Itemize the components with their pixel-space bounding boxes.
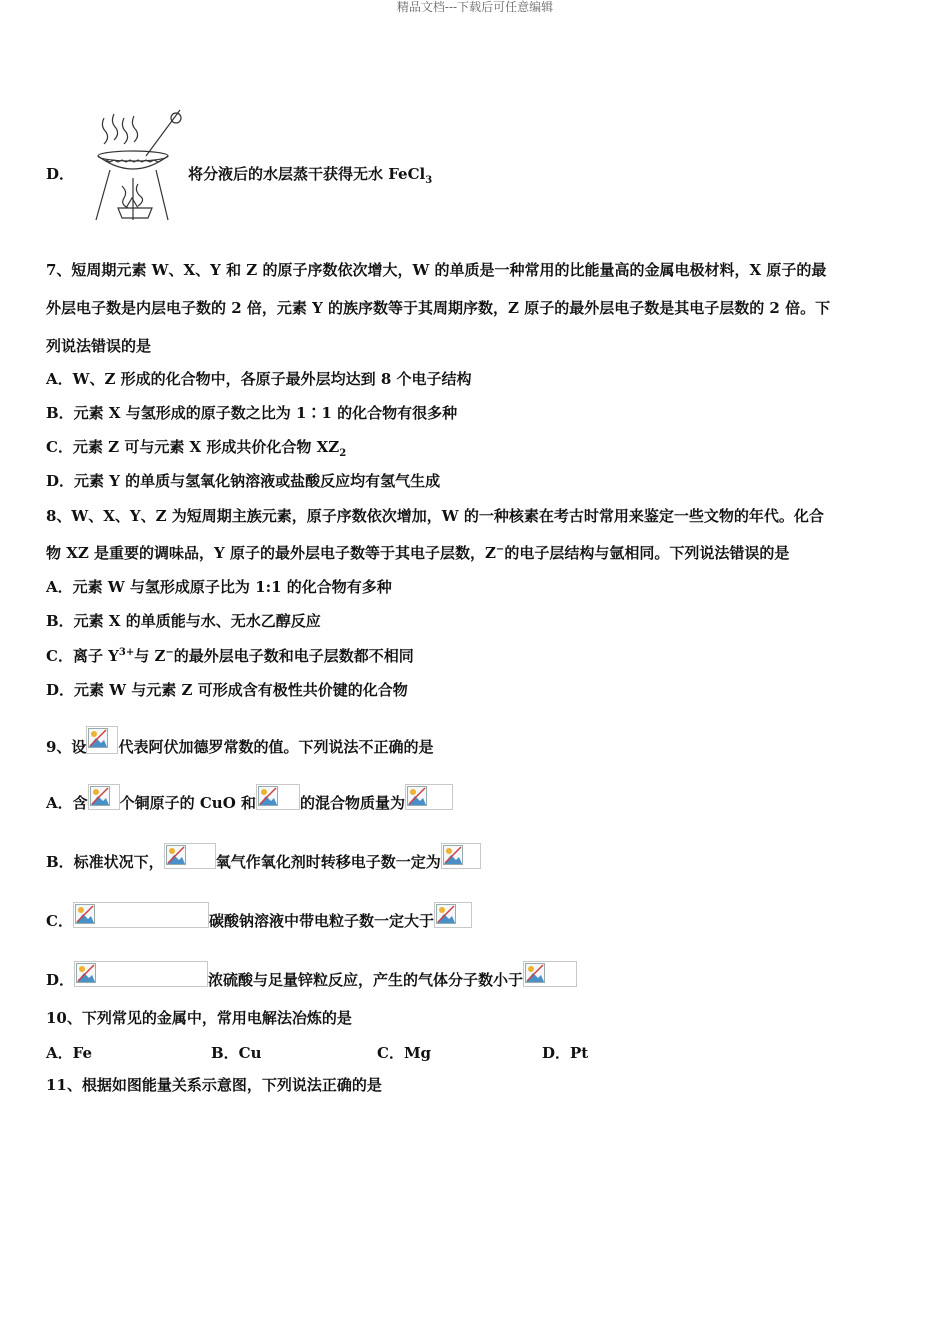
q7-stem-line2: 外层电子数是内层电子数的 2 倍，元素 Y 的族序数等于其周期序数，Z 原子的最外层电子数是其电子层数的 2 倍。下 (46, 299, 831, 317)
broken-image-icon (90, 786, 110, 806)
missing-formula-image (434, 902, 472, 928)
q7-option-d: D．元素 Y 的单质与氢氧化钠溶液或盐酸反应均有氢气生成 (46, 472, 441, 490)
q11-stem: 11、根据如图能量关系示意图，下列说法正确的是 (46, 1076, 382, 1094)
q7-option-b: B．元素 X 与氢形成的原子数之比为 1∶1 的化合物有很多种 (46, 404, 458, 422)
broken-image-icon (258, 786, 278, 806)
q6-option-d-text: 将分液后的水层蒸干获得无水 FeCl$_3$ (188, 165, 433, 186)
q10-option-c: C．Mg (377, 1044, 432, 1062)
broken-image-icon (525, 963, 545, 983)
q8-stem-line2: 物 XZ 是重要的调味品，Y 原子的最外层电子数等于其电子层数，Z−的电子层结构与氩相同。下列说法错误的是 (46, 544, 790, 562)
broken-image-icon (443, 845, 463, 865)
q7-stem-line3: 列说法错误的是 (46, 337, 152, 355)
missing-formula-image (86, 726, 118, 754)
missing-formula-image (256, 784, 300, 810)
broken-image-icon (76, 963, 96, 983)
q9-option-a: A．含 个铜原子的 CuO 和 的混合物质量为 (46, 784, 453, 813)
missing-formula-image (405, 784, 453, 810)
broken-image-icon (436, 904, 456, 924)
missing-formula-image (88, 784, 120, 810)
q7-option-a: A．W、Z 形成的化合物中，各原子最外层均达到 8 个电子结构 (46, 370, 472, 388)
q10-option-b: B．Cu (211, 1044, 262, 1062)
page-header: 精品文档---下载后可任意编辑 (396, 0, 554, 14)
q9-option-d: D． 浓硫酸与足量锌粒反应，产生的气体分子数小于 (46, 961, 577, 990)
q8-option-b: B．元素 X 的单质能与水、无水乙醇反应 (46, 612, 321, 630)
q9-option-c: C． 碳酸钠溶液中带电粒子数一定大于 (46, 902, 472, 931)
broken-image-icon (407, 786, 427, 806)
missing-formula-image (164, 843, 216, 869)
broken-image-icon (166, 845, 186, 865)
missing-formula-image (74, 961, 208, 987)
missing-formula-image (523, 961, 577, 987)
q10-option-d: D．Pt (542, 1044, 589, 1062)
missing-formula-image (73, 902, 209, 928)
q8-option-c: C．离子 $Y^{3+}$与 Z−的最外层电子数和电子层数都不相同 (46, 647, 414, 665)
broken-image-icon (75, 904, 95, 924)
q8-option-a: A．元素 W 与氢形成原子比为 1:1 的化合物有多种 (46, 578, 392, 596)
q9-stem: 9、设 代表阿伏加德罗常数的值。下列说法不正确的是 (46, 726, 433, 757)
q10-option-a: A．Fe (46, 1044, 93, 1062)
q8-option-d: D．元素 W 与元素 Z 可形成含有极性共价键的化合物 (46, 681, 408, 699)
q6-option-d-label: D． (46, 165, 75, 183)
q10-stem: 10、下列常见的金属中，常用电解法冶炼的是 (46, 1009, 352, 1027)
q9-option-b: B．标准状况下， 氧气作氧化剂时转移电子数一定为 (46, 843, 481, 872)
q8-stem-line1: 8、W、X、Y、Z 为短周期主族元素，原子序数依次增加，W 的一种核素在考古时常用来鉴定一些文物的年代。化合 (46, 507, 824, 525)
q7-stem-line1: 7、短周期元素 W、X、Y 和 Z 的原子序数依次增大，W 的单质是一种常用的比能量高的金属电极材料，X 原子的最 (46, 261, 827, 279)
broken-image-icon (88, 728, 108, 748)
missing-formula-image (441, 843, 481, 869)
evaporation-apparatus-figure (88, 108, 184, 234)
q7-option-c: C．元素 Z 可与元素 X 形成共价化合物 $XZ_2$ (46, 438, 347, 459)
